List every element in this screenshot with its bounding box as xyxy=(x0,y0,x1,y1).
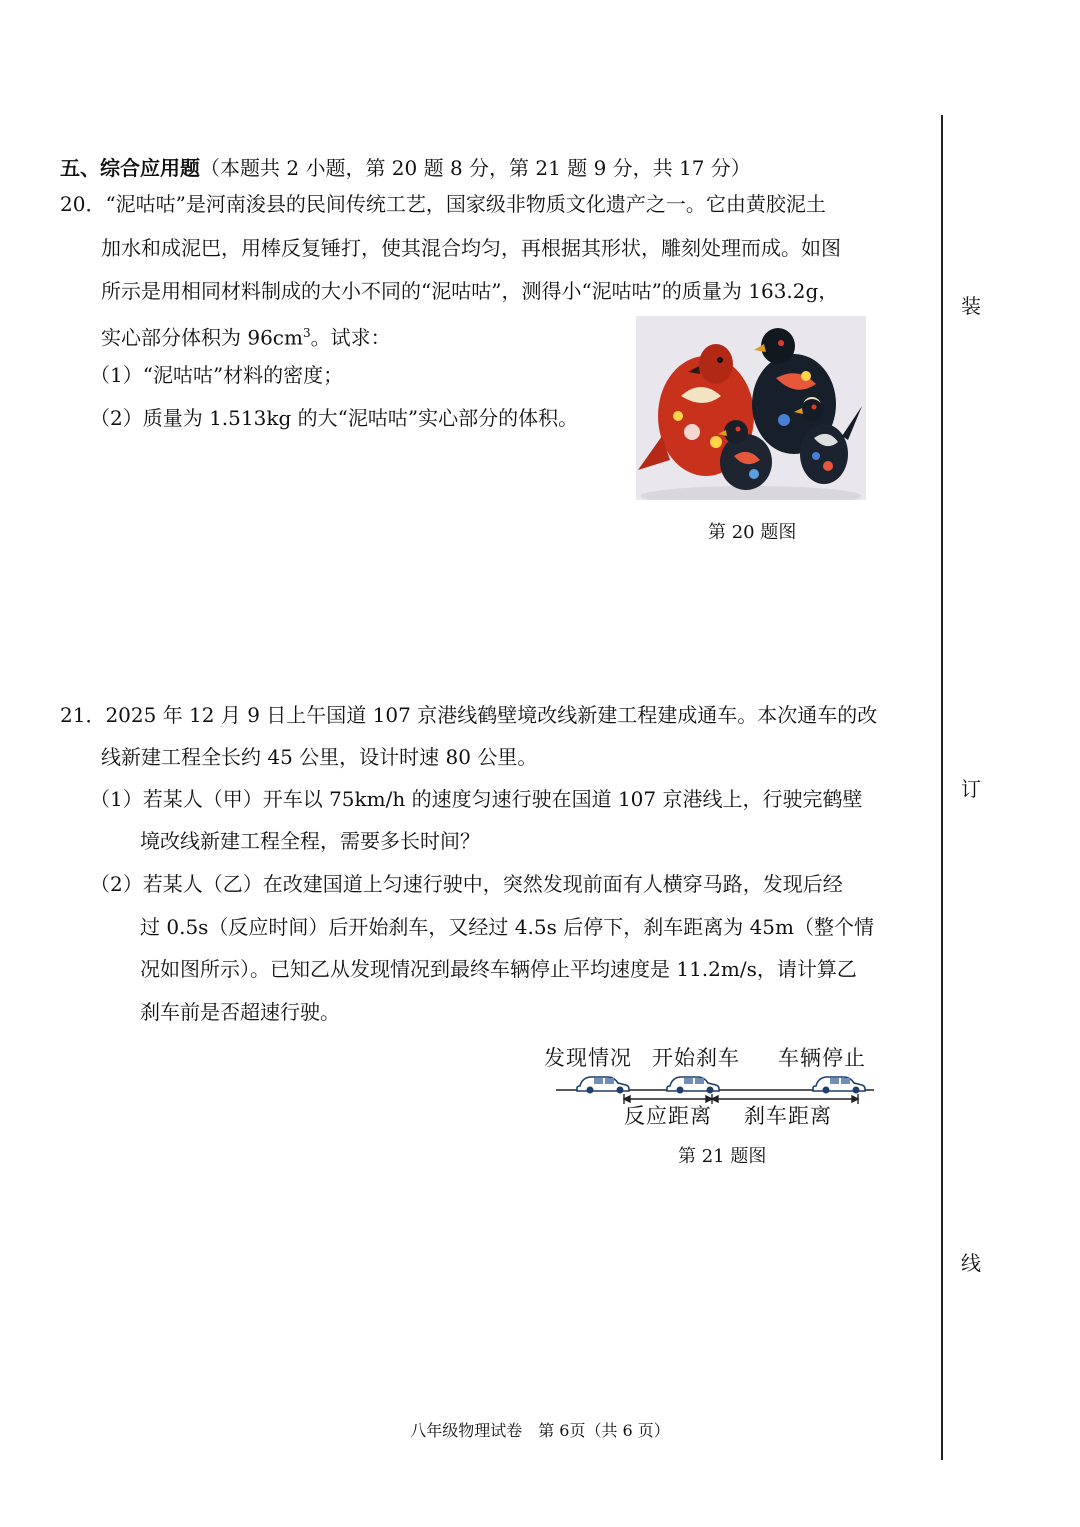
q20-line-4-superscript: 3 xyxy=(302,326,311,340)
q21-line-2: 线新建工程全长约 45 公里，设计时速 80 公里。 xyxy=(101,745,538,769)
q21-figure-caption: 第 21 题图 xyxy=(678,1146,767,1167)
q20-sub-1: （1）“泥咕咕”材料的密度； xyxy=(90,363,344,387)
q20-line-2: 加水和成泥巴，用棒反复锤打，使其混合均匀，再根据其形状，雕刻处理而成。如图 xyxy=(101,236,841,260)
q20-line-4-end: 。试求： xyxy=(310,325,391,350)
q21-sub-2-line-4: 刹车前是否超速行驶。 xyxy=(140,1000,340,1024)
q21-sub-2-line-2: 过 0.5s（反应时间）后开始刹车，又经过 4.5s 后停下，刹车距离为 45m（整个情 xyxy=(140,915,874,939)
road-illustration xyxy=(540,1068,885,1108)
diagram-label-found: 发现情况 xyxy=(544,1046,632,1070)
diagram-label-reaction: 反应距离 xyxy=(624,1104,712,1128)
car-icon-1 xyxy=(577,1077,629,1094)
diagram-label-brake-start: 开始刹车 xyxy=(652,1046,740,1070)
car-icon-2 xyxy=(667,1077,719,1094)
car-icon-3 xyxy=(813,1077,865,1094)
binding-line xyxy=(941,115,943,1460)
braking-diagram xyxy=(540,1038,885,1136)
q21-sub-1-line-2: 境改线新建工程全程，需要多长时间？ xyxy=(140,829,480,853)
ni-gugu-figurines-illustration xyxy=(636,316,866,500)
q20-line-4 xyxy=(101,321,391,350)
section-title-rest: （本题共 2 小题，第 20 题 8 分，第 21 题 9 分，共 17 分） xyxy=(200,156,751,180)
q20-line-1: 20．“泥咕咕”是河南浚县的民间传统工艺，国家级非物质文化遗产之一。它由黄胶泥土 xyxy=(60,192,826,216)
binding-char-middle: 订 xyxy=(961,777,981,801)
binding-char-top: 装 xyxy=(961,294,981,318)
q21-sub-1-line-1: （1）若某人（甲）开车以 75km/h 的速度匀速行驶在国道 107 京港线上，行驶完鹤壁 xyxy=(90,787,863,811)
q20-line-4-main: 实心部分体积为 96cm xyxy=(101,325,303,350)
q21-sub-2-line-1: （2）若某人（乙）在改建国道上匀速行驶中，突然发现前面有人横穿马路，发现后经 xyxy=(90,872,843,896)
q20-line-3: 所示是用相同材料制成的大小不同的“泥咕咕”，测得小“泥咕咕”的质量为 163.2g， xyxy=(101,279,839,303)
binding-char-bottom: 线 xyxy=(961,1251,981,1275)
q21-line-1: 21．2025 年 12 月 9 日上午国道 107 京港线鹤壁境改线新建工程建成通车。本次通车的改 xyxy=(60,703,878,727)
diagram-label-braking: 刹车距离 xyxy=(744,1104,832,1128)
section-title-bold: 五、综合应用题 xyxy=(60,156,200,180)
ni-gugu-photo xyxy=(636,316,866,500)
q21-sub-2-line-3: 况如图所示）。已知乙从发现情况到最终车辆停止平均速度是 11.2m/s，请计算乙 xyxy=(140,957,857,981)
diagram-label-stop: 车辆停止 xyxy=(778,1046,866,1070)
section-title xyxy=(60,152,751,181)
q20-sub-2: （2）质量为 1.513kg 的大“泥咕咕”实心部分的体积。 xyxy=(90,406,579,430)
q20-figure-caption: 第 20 题图 xyxy=(708,522,797,543)
page-footer: 八年级物理试卷 第 6页（共 6 页） xyxy=(410,1421,670,1440)
